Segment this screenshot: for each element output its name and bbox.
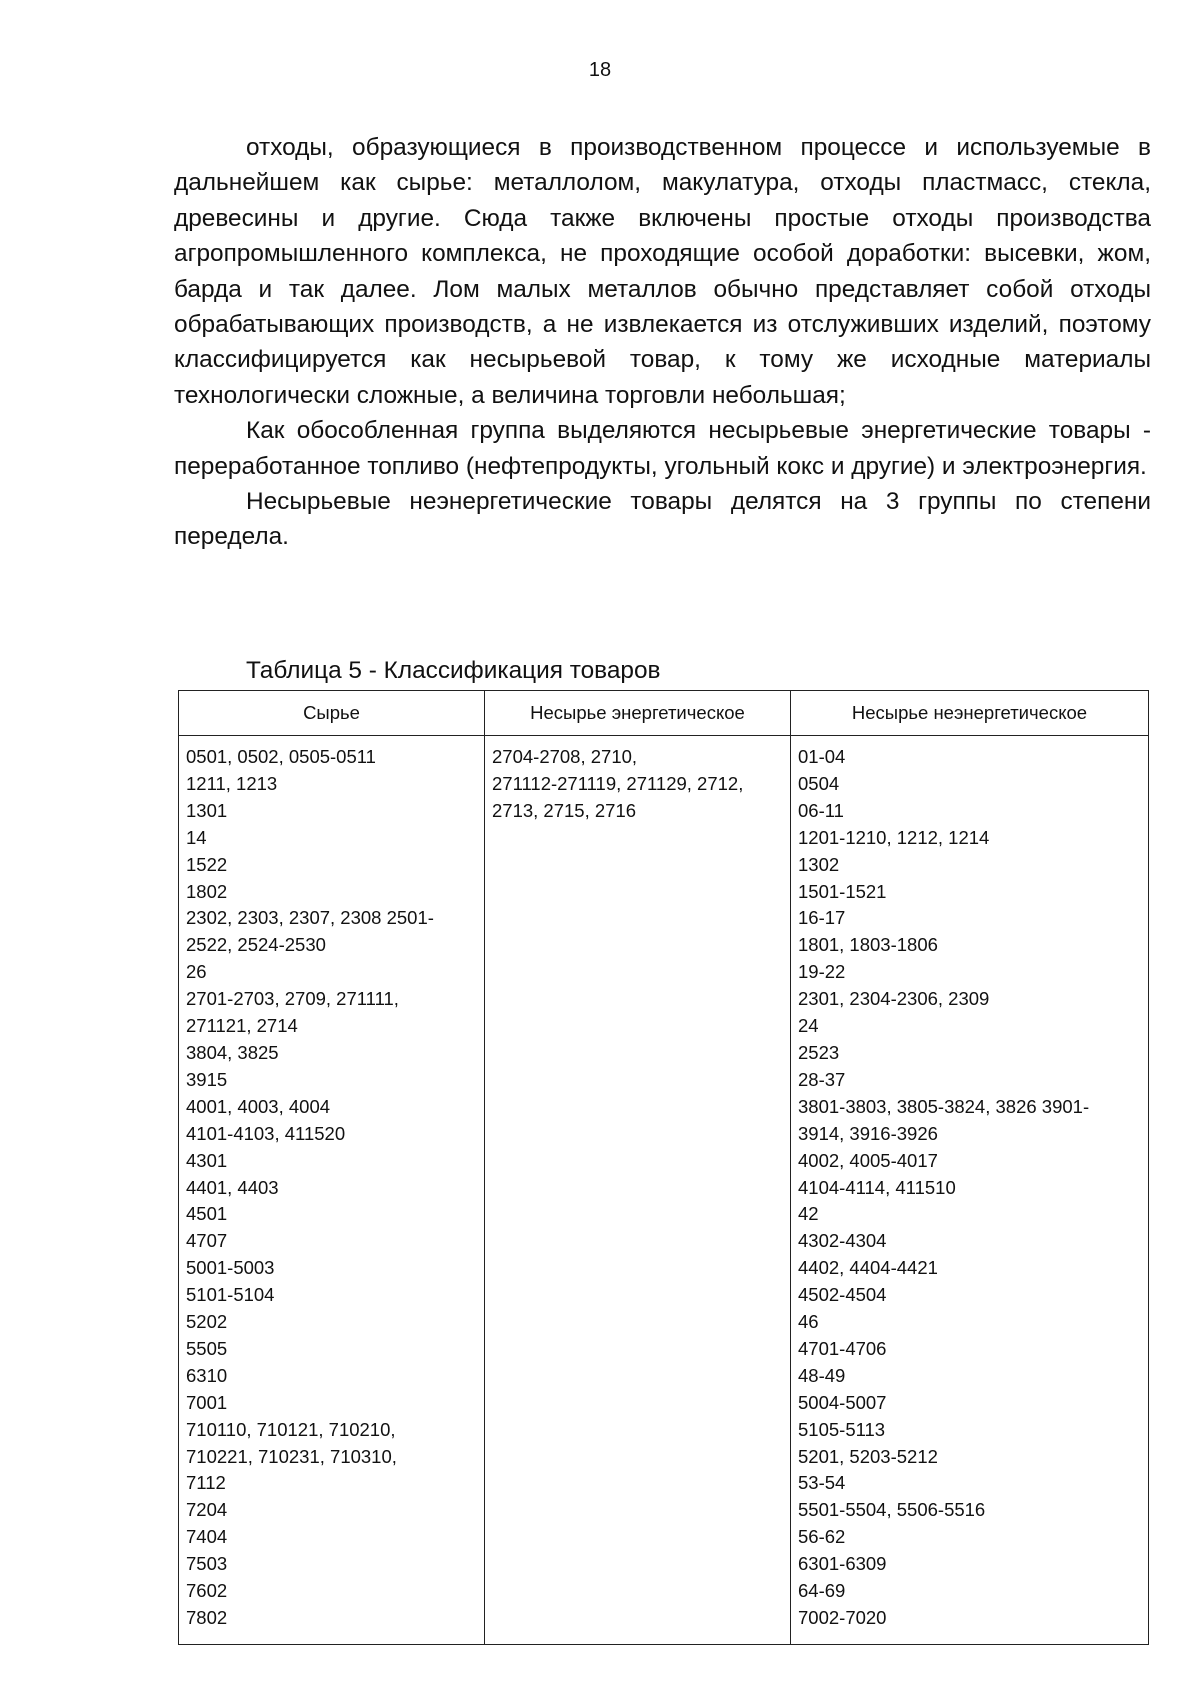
code-entry: 710221, 710231, 710310,	[186, 1445, 397, 1467]
code-entry: 7204	[186, 1499, 228, 1521]
code-entry: 7602	[186, 1580, 228, 1602]
code-entry: 26	[186, 961, 207, 983]
page-number: 18	[588, 59, 612, 81]
code-entry: 4101-4103, 411520	[186, 1122, 346, 1144]
code-entry: 56-62	[798, 1526, 846, 1548]
code-entry: 5201, 5203-5212	[798, 1445, 938, 1467]
table-header-row	[179, 691, 1149, 736]
code-entry: 5105-5113	[798, 1418, 886, 1440]
code-entry: 4502-4504	[798, 1284, 887, 1306]
code-entry: 4001, 4003, 4004	[186, 1095, 331, 1117]
header-raw: Сырье	[179, 691, 485, 736]
code-entry: 3914, 3916-3926	[798, 1122, 938, 1144]
code-entry: 5501-5504, 5506-5516	[798, 1499, 986, 1521]
table-caption: Таблица 5 - Классификация товаров	[246, 657, 661, 684]
code-entry: 4401, 4403	[186, 1176, 279, 1198]
code-entry: 5101-5104	[186, 1284, 275, 1306]
code-entry: 1501-1521	[798, 880, 887, 902]
energy-codes-cell	[485, 736, 791, 1645]
code-entry: 48-49	[798, 1364, 846, 1386]
code-entry: 4002, 4005-4017	[798, 1149, 938, 1171]
header-nonraw-energy: Несырье энергетическое	[485, 691, 791, 736]
code-entry: 2704-2708, 2710,	[492, 746, 638, 767]
code-entry: 7503	[186, 1553, 228, 1575]
code-entry: 16-17	[798, 907, 846, 929]
code-entry: 4701-4706	[798, 1337, 887, 1359]
code-entry: 7001	[186, 1391, 228, 1413]
code-entry: 01-04	[798, 746, 846, 767]
nonenergy-codes-cell	[791, 736, 1149, 1645]
code-entry: 4302-4304	[798, 1230, 887, 1252]
code-entry: 271112-271119, 271129, 2712,	[492, 772, 744, 794]
table-row	[179, 736, 1149, 1645]
paragraph: Несырьевые неэнергетические товары делятся на 3 группы по степени передела.	[174, 488, 1151, 551]
code-entry: 5505	[186, 1337, 228, 1359]
code-entry: 6301-6309	[798, 1553, 887, 1575]
raw-codes-cell	[179, 736, 485, 1645]
code-entry: 3804, 3825	[186, 1041, 279, 1063]
code-entry: 0504	[798, 772, 840, 794]
code-entry: 1802	[186, 880, 228, 902]
code-entry: 1302	[798, 853, 840, 875]
code-entry: 24	[798, 1015, 819, 1037]
code-entry: 7112	[186, 1472, 226, 1494]
code-entry: 64-69	[798, 1580, 846, 1602]
code-entry: 2522, 2524-2530	[186, 934, 326, 956]
code-entry: 06-11	[798, 799, 844, 821]
code-entry: 7404	[186, 1526, 228, 1548]
paragraph: отходы, образующиеся в производственном процессе и используемые в дальнейшем как сырье: металлолом, макулатура, отходы пластмасс, стекла, древесины и другие. Сюда также включены простые отходы производства агропромышленного комплекса, не проходящие особой доработки: высевки, жом, барда и так далее. Лом малых металлов обычно представляет собой отходы обрабатывающих производств, а не извлекается из отслуживших изделий, поэтому классифицируется как несырьевой товар, к тому же исходные материалы технологически сложные, а величина торговли небольшая;	[174, 134, 1151, 409]
code-entry: 7802	[186, 1607, 228, 1628]
code-entry: 19-22	[798, 961, 846, 983]
code-entry: 2701-2703, 2709, 271111,	[186, 988, 399, 1010]
code-entry: 2301, 2304-2306, 2309	[798, 988, 990, 1010]
code-entry: 1301	[186, 799, 228, 821]
code-entry: 5004-5007	[798, 1391, 887, 1413]
code-entry: 28-37	[798, 1068, 846, 1090]
code-entry: 4402, 4404-4421	[798, 1257, 938, 1279]
code-entry: 2523	[798, 1041, 840, 1063]
code-entry: 2302, 2303, 2307, 2308 2501-	[186, 907, 434, 929]
code-entry: 1801, 1803-1806	[798, 934, 938, 956]
code-entry: 4301	[186, 1149, 228, 1171]
code-entry: 42	[798, 1203, 819, 1225]
code-entry: 710110, 710121, 710210,	[186, 1418, 396, 1440]
code-entry: 3801-3803, 3805-3824, 3826 3901-	[798, 1095, 1090, 1117]
classification-table	[178, 690, 1149, 1645]
code-entry: 1201-1210, 1212, 1214	[798, 826, 990, 848]
code-entry: 4501	[186, 1203, 228, 1225]
code-entry: 14	[186, 826, 207, 848]
code-entry: 3915	[186, 1068, 228, 1090]
body-text	[174, 130, 1151, 555]
code-entry: 4707	[186, 1230, 228, 1252]
code-entry: 53-54	[798, 1472, 846, 1494]
code-entry: 1211, 1213	[186, 772, 278, 794]
code-entry: 0501, 0502, 0505-0511	[186, 746, 376, 767]
code-entry: 1522	[186, 853, 228, 875]
code-entry: 46	[798, 1311, 819, 1333]
code-entry: 6310	[186, 1364, 228, 1386]
code-entry: 7002-7020	[798, 1607, 887, 1628]
code-entry: 2713, 2715, 2716	[492, 799, 637, 821]
header-nonraw-nonenergy: Несырье неэнергетическое	[791, 691, 1149, 736]
code-entry: 271121, 2714	[186, 1015, 298, 1037]
code-entry: 5202	[186, 1311, 228, 1333]
paragraph: Как обособленная группа выделяются несырьевые энергетические товары - переработанное топливо (нефтепродукты, угольный кокс и другие) и электроэнергия.	[174, 417, 1151, 480]
code-entry: 5001-5003	[186, 1257, 275, 1279]
code-entry: 4104-4114, 411510	[798, 1176, 956, 1198]
